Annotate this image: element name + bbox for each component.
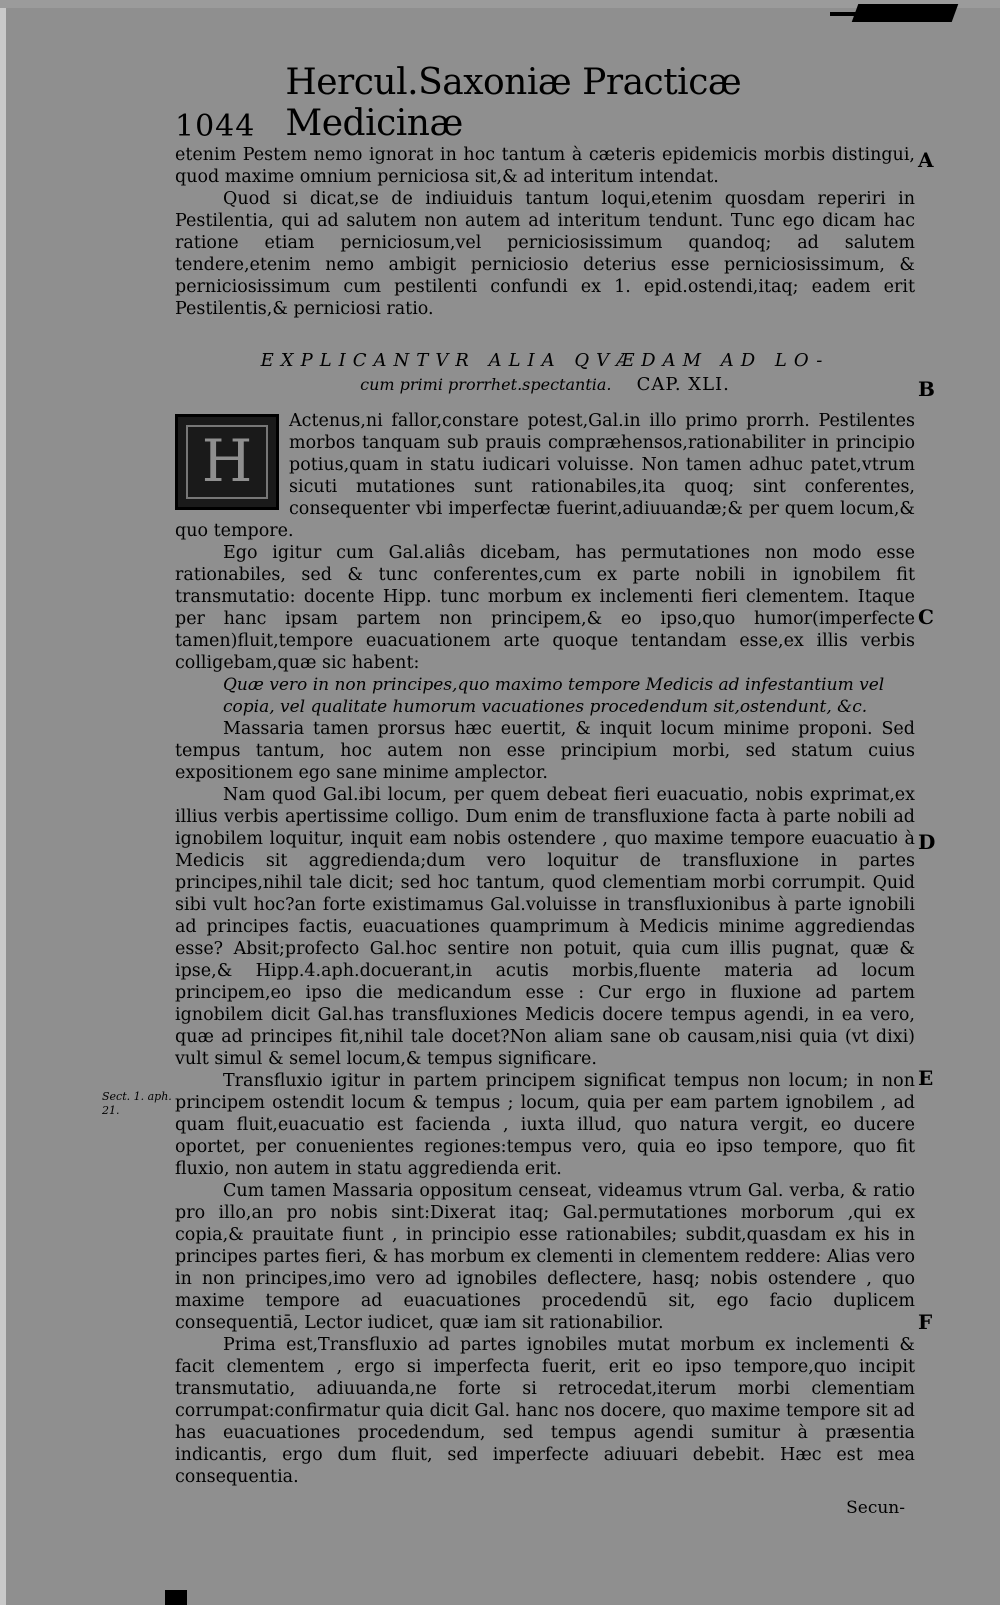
margin-note: Sect. 1. aph. 21. (102, 1090, 172, 1117)
paragraph: Nam quod Gal.ibi locum, per quem debeat fieri euacuatio, nobis exprimat,ex illius verbis apertissime colligo. Dum enim de transfluxione facta à parte nobili ad ignobilem loquitur, inquit eam nobis ostendere , quo maxime tempore euacuatio à Medicis sit aggredienda;dum vero loquitur de transfluxione in partes principes,nihil tale dicit; sed hoc tantum, quod clementiam morbi corrumpit. Quid sibi vult hoc?an forte existimamus Gal.voluisse in transfluxionibus à parte ignobili ad principes factis, euacuationes quamprimum à Medicis minime aggrediendas esse? Absit;profecto Gal.hoc sentire non potuit, quia cum illis pugnat, quæ & ipse,& Hipp.4.aph.docuerant,in acutis morbis,fluente materia ad locum principem,eo ipso die medicandum esse : Cur ergo in fluxione ad partem ignobilem dicit Gal.has transfluxiones Medicis docere tempus agendi, in ea vero, quæ ad principes fit,nihil tale docet?Non aliam sane ob causam,nisi quia (vt dixi) vult simul & semel locum,& tempus significare. (175, 785, 915, 1069)
margin-letter-d: D (918, 830, 936, 854)
scan-corner-mark-line (830, 12, 890, 16)
scan-edge (0, 0, 6, 1605)
margin-letter-f: F (918, 1310, 933, 1334)
paragraph: Prima est,Transfluxio ad partes ignobiles mutat morbum ex inclementi & facit clementem , ergo si imperfecta fuerit, erit eo ipso tempore,quo incipit transmutatio, adiuuanda,ne forte si retrocedat,iterum morbi clementiam corrumpat:confirmatur quia dicit Gal. hanc nos docere, quo maxime tempore sit ad has euacuationes procedendum, sed tempus agendi sumitur à præsentia indicantis, ergo dum fluit, sed imperfecte adiuuari debebit. Hæc est mea consequentia. (175, 1335, 915, 1487)
margin-letter-e: E (918, 1066, 934, 1090)
paragraph: Massaria tamen prorsus hæc euertit, & inquit locum minime proponi. Sed tempus tantum, hoc autem non esse principium morbi, sed statum cuius expositionem ego sane minime amplector. (175, 719, 915, 783)
paragraph: Transfluxio igitur in partem principem significat tempus non locum; in non principem ostendit locum & tempus ; locum, quia per eam partem ignobilem , ad quam fluit,euacuatio est facienda , iuxta illud, quo natura vergit, eo ducere oportet, per conuenientes regiones:tempus vero, quia eo ipso tempore, quo fit fluxio, non autem in statu aggredienda erit. (175, 1071, 915, 1179)
book-page (175, 62, 915, 1518)
chapter-number: CAP. XLI. (636, 374, 730, 395)
page-header (175, 62, 915, 144)
initial-letter: H (201, 427, 253, 495)
scan-edge-top (0, 0, 1000, 8)
catchword: Secun- (846, 1498, 905, 1518)
chapter-subtitle-text: cum primi prorrhet.spectantia. (360, 375, 612, 394)
margin-letter-b: B (918, 377, 935, 401)
margin-letter-a: A (918, 148, 934, 172)
paragraph: Ego igitur cum Gal.aliâs dicebam, has permutationes non modo esse rationabiles, sed & tunc conferentes,cum ex parte nobili in ignobilem fit transmutatio: docente Hipp. tunc morbum ex inclementi fieri clementem. Itaque per hanc ipsam partem non principem,& eo ipso,quo humor(imperfecte tamen)fluit,tempore euacuationem arte quoque tentandam esse,ex illis verbis colligebam,quæ sic habent: (175, 543, 915, 673)
running-title: Hercul.Saxoniæ Practicæ Medicinæ (285, 62, 742, 144)
scan-foot-mark (165, 1590, 187, 1605)
paragraph: Cum tamen Massaria oppositum censeat, videamus vtrum Gal. verba, & ratio pro illo,an pro nobis sint:Dixerat itaq; Gal.permutationes morborum ,qui ex copia,& prauitate fiunt , in principio esse rationabiles; subdit,quasdam ex his in principes partes fieri, & has morbum ex clementi in clementem reddere: Alias vero in non principes,imo vero ad ignobiles deflectere, hasq; nobis ostendere , quo maxime tempore ad euacuationes procedendū sit, ego facio duplicem consequentiā, Lector iudicet, quæ iam sit rationabilior. (175, 1181, 915, 1333)
chapter-title: EXPLICANTVR ALIA QVÆDAM AD LO- (260, 350, 830, 371)
paragraph: Quod si dicat,se de indiuiduis tantum loqui,etenim quosdam reperiri in Pestilentia, qui ad salutem non autem ad interitum tendunt. Tunc ego dicam hac ratione etiam perniciosum,vel perniciosissimum quandoq; ad salutem tendere,etenim nemo ambigit perniciosio deterius esse perniciosissimum, & perniciosissimum cum pestilenti confundi ex 1. epid.ostendi,itaq; eadem erit Pestilentis,& perniciosi ratio. (175, 189, 915, 319)
page-number: 1044 (175, 109, 256, 144)
paragraph: etenim Pestem nemo ignorat in hoc tantum à cæteris epidemicis morbis distingui, quod maxime omnium perniciosa sit,& ad interitum intendat. (175, 145, 915, 187)
chapter-subtitle (175, 374, 915, 396)
decorated-initial (175, 414, 279, 510)
margin-letter-c: C (918, 605, 934, 629)
quotation: Quæ vero in non principes,quo maximo tempore Medicis ad infestantium vel copia, vel qualitate humorum vacuationes procedendum sit,ostendunt, &c. (223, 675, 885, 717)
paragraph: Actenus,ni fallor,constare potest,Gal.in illo primo prorrh. Pestilentes morbos tanquam sub prauis compræhensos,rationabiliter in principio potius,quam in statu iudicari voluisse. Non tamen adhuc patet,vtrum sicuti mutationes sunt rationabiles,ita quoq; sint conferentes, consequenter vbi imperfectæ fuerint,adiuuandæ;& per quem locum,& quo tempore. (175, 411, 915, 541)
